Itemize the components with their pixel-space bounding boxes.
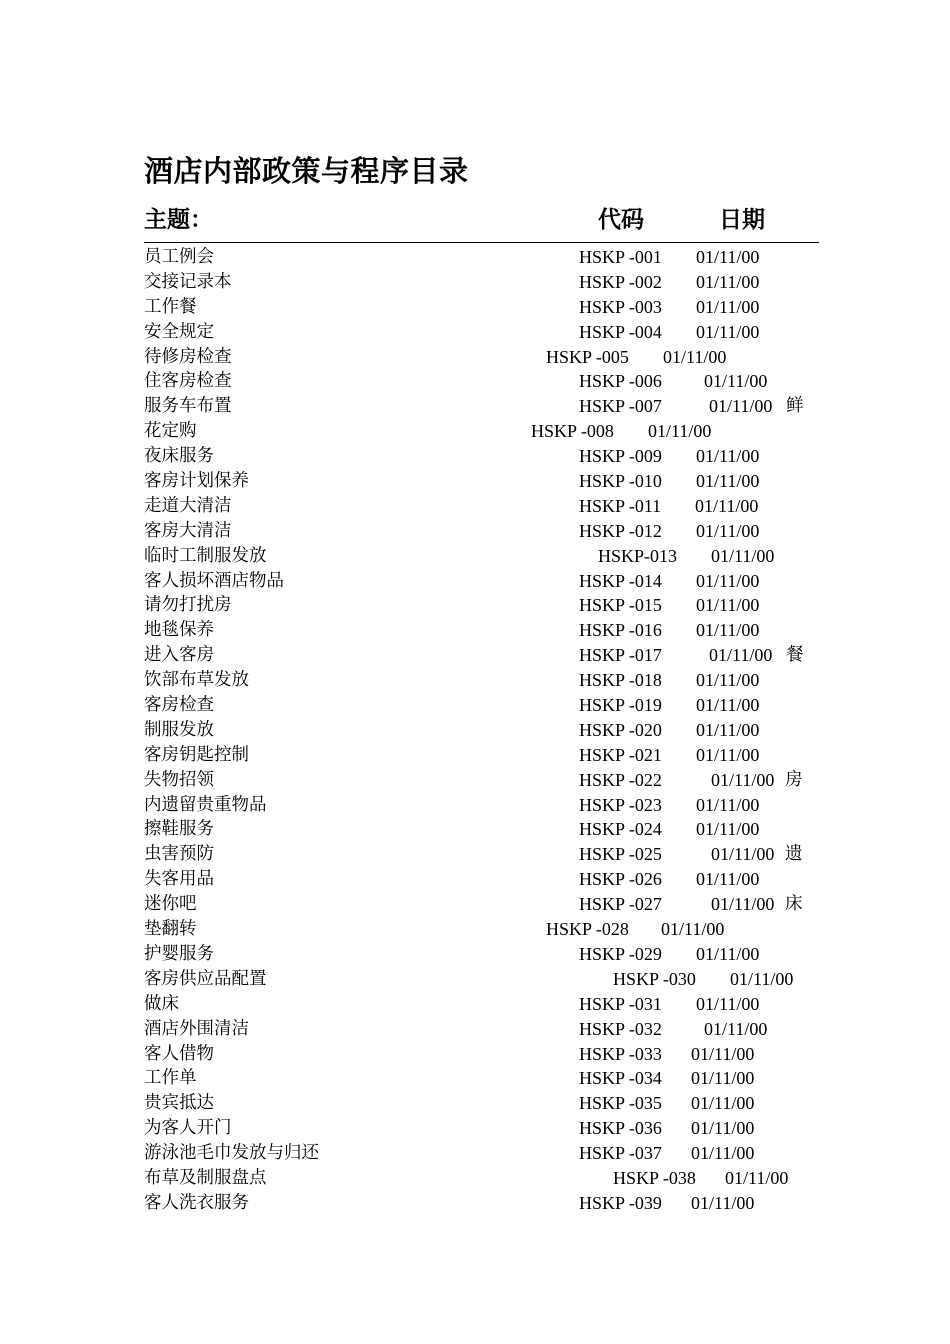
list-item — [0, 967, 950, 992]
item-subject: 内遗留贵重物品 — [144, 794, 267, 815]
list-item — [0, 842, 950, 867]
item-subject: 交接记录本 — [144, 271, 232, 292]
column-header-subject: 主题： — [144, 206, 213, 233]
item-code: HSKP -025 — [579, 844, 662, 865]
item-subject: 客房供应品配置 — [144, 968, 267, 989]
list-item — [0, 593, 950, 618]
list-item — [0, 992, 950, 1017]
item-date: 01/11/00 — [695, 495, 759, 516]
item-code: HSKP -018 — [579, 670, 662, 691]
item-code: HSKP -032 — [579, 1018, 662, 1039]
list-item — [0, 942, 950, 967]
list-item — [0, 270, 950, 295]
item-date: 01/11/00 — [696, 570, 760, 591]
index-list — [0, 245, 950, 1216]
item-code: HSKP -024 — [579, 819, 662, 840]
item-date: 01/11/00 — [696, 520, 760, 541]
page-title: 酒店内部政策与程序目录 — [144, 154, 469, 188]
item-date: 01/11/00 — [725, 1167, 789, 1188]
item-code: HSKP -010 — [579, 471, 662, 492]
item-subject: 安全规定 — [144, 321, 214, 342]
item-date: 01/11/00 — [691, 1093, 755, 1114]
item-subject: 客人损坏酒店物品 — [144, 570, 284, 591]
list-item — [0, 245, 950, 270]
item-code: HSKP -022 — [579, 769, 662, 790]
item-code: HSKP -009 — [579, 446, 662, 467]
item-subject: 客房检查 — [144, 695, 214, 716]
item-date: 01/11/00 — [691, 1192, 755, 1213]
item-date: 01/11/00 — [696, 595, 760, 616]
item-subject: 客房钥匙控制 — [144, 744, 249, 765]
list-item — [0, 643, 950, 668]
item-subject: 做床 — [144, 993, 179, 1014]
list-item — [0, 718, 950, 743]
item-code: HSKP -006 — [579, 371, 662, 392]
list-item — [0, 469, 950, 494]
item-code: HSKP -037 — [579, 1143, 662, 1164]
item-subject: 客人洗衣服务 — [144, 1192, 249, 1213]
item-code: HSKP -035 — [579, 1093, 662, 1114]
item-code: HSKP -002 — [579, 271, 662, 292]
item-subject: 为客人开门 — [144, 1118, 232, 1139]
item-code: HSKP -020 — [579, 719, 662, 740]
item-overflow-char: 鲜 — [786, 396, 804, 417]
item-date: 01/11/00 — [696, 247, 760, 267]
item-date: 01/11/00 — [704, 1018, 768, 1039]
list-item — [0, 1066, 950, 1091]
item-date: 01/11/00 — [696, 620, 760, 641]
item-date: 01/11/00 — [696, 869, 760, 890]
list-item — [0, 419, 950, 444]
list-item — [0, 693, 950, 718]
list-item — [0, 1017, 950, 1042]
list-item — [0, 519, 950, 544]
item-code: HSKP -015 — [579, 595, 662, 616]
item-subject: 迷你吧 — [144, 894, 197, 915]
item-subject: 护婴服务 — [144, 943, 214, 964]
list-item — [0, 668, 950, 693]
list-item — [0, 743, 950, 768]
item-date: 01/11/00 — [696, 794, 760, 815]
list-item — [0, 817, 950, 842]
item-code: HSKP -039 — [579, 1192, 662, 1213]
item-code: HSKP -017 — [579, 645, 662, 666]
list-item — [0, 444, 950, 469]
item-code: HSKP-013 — [598, 545, 678, 566]
item-date: 01/11/00 — [648, 421, 712, 442]
item-date: 01/11/00 — [704, 371, 768, 392]
item-date: 01/11/00 — [696, 695, 760, 716]
item-subject: 饮部布草发放 — [144, 670, 249, 691]
item-date: 01/11/00 — [709, 396, 773, 417]
list-item — [0, 618, 950, 643]
item-date: 01/11/00 — [711, 894, 775, 915]
item-subject: 客房计划保养 — [144, 471, 249, 492]
item-date: 01/11/00 — [691, 1068, 755, 1089]
item-code: HSKP -008 — [531, 421, 614, 442]
item-date: 01/11/00 — [696, 943, 760, 964]
list-item — [0, 793, 950, 818]
list-item — [0, 1091, 950, 1116]
item-subject: 客人借物 — [144, 1043, 214, 1064]
item-date: 01/11/00 — [696, 271, 760, 292]
item-code: HSKP -003 — [579, 296, 662, 317]
item-subject: 夜床服务 — [144, 446, 214, 467]
item-subject: 游泳池毛巾发放与归还 — [144, 1143, 319, 1164]
item-subject: 虫害预防 — [144, 844, 214, 865]
item-code: HSKP -027 — [579, 894, 662, 915]
item-date: 01/11/00 — [709, 645, 773, 666]
item-subject: 服务车布置 — [144, 396, 232, 417]
item-code: HSKP -031 — [579, 993, 662, 1014]
item-subject: 工作餐 — [144, 296, 197, 317]
list-item — [0, 867, 950, 892]
item-subject: 制服发放 — [144, 719, 214, 740]
item-code: HSKP -001 — [579, 247, 662, 267]
item-subject: 失客用品 — [144, 869, 214, 890]
list-item — [0, 494, 950, 519]
item-date: 01/11/00 — [696, 321, 760, 342]
list-item — [0, 917, 950, 942]
item-code: HSKP -029 — [579, 943, 662, 964]
list-item — [0, 1141, 950, 1166]
item-date: 01/11/00 — [696, 471, 760, 492]
item-date: 01/11/00 — [696, 993, 760, 1014]
item-code: HSKP -011 — [579, 495, 662, 516]
item-code: HSKP -005 — [546, 346, 629, 367]
item-date: 01/11/00 — [696, 446, 760, 467]
item-overflow-char: 餐 — [786, 645, 804, 666]
item-subject: 工作单 — [144, 1068, 197, 1089]
item-subject: 员工例会 — [144, 247, 214, 267]
item-code: HSKP -033 — [579, 1043, 662, 1064]
item-subject: 垫翻转 — [144, 919, 197, 940]
item-code: HSKP -019 — [579, 695, 662, 716]
list-item — [0, 1166, 950, 1191]
item-date: 01/11/00 — [696, 819, 760, 840]
item-date: 01/11/00 — [711, 844, 775, 865]
list-item — [0, 1042, 950, 1067]
item-date: 01/11/00 — [696, 296, 760, 317]
list-item — [0, 295, 950, 320]
item-code: HSKP -038 — [613, 1167, 696, 1188]
item-code: HSKP -034 — [579, 1068, 662, 1089]
item-code: HSKP -012 — [579, 520, 662, 541]
item-subject: 进入客房 — [144, 645, 214, 666]
list-item — [0, 768, 950, 793]
item-date: 01/11/00 — [691, 1043, 755, 1064]
item-date: 01/11/00 — [661, 919, 725, 940]
item-subject: 住客房检查 — [144, 371, 232, 392]
column-header-date: 日期 — [719, 206, 765, 233]
item-date: 01/11/00 — [711, 545, 775, 566]
list-item — [0, 345, 950, 370]
item-subject: 待修房检查 — [144, 346, 232, 367]
item-subject: 布草及制服盘点 — [144, 1167, 267, 1188]
item-subject: 失物招领 — [144, 769, 214, 790]
item-overflow-char: 床 — [785, 894, 803, 915]
item-subject: 地毯保养 — [144, 620, 214, 641]
item-overflow-char: 遗 — [785, 844, 803, 865]
item-subject: 走道大清洁 — [144, 495, 232, 516]
item-code: HSKP -021 — [579, 744, 662, 765]
item-subject: 临时工制服发放 — [144, 545, 267, 566]
item-subject: 擦鞋服务 — [144, 819, 214, 840]
list-item — [0, 369, 950, 394]
item-date: 01/11/00 — [696, 744, 760, 765]
item-code: HSKP -030 — [613, 968, 696, 989]
item-subject: 客房大清洁 — [144, 520, 232, 541]
item-date: 01/11/00 — [711, 769, 775, 790]
item-date: 01/11/00 — [730, 968, 794, 989]
item-code: HSKP -023 — [579, 794, 662, 815]
item-code: HSKP -004 — [579, 321, 662, 342]
item-code: HSKP -016 — [579, 620, 662, 641]
list-item — [0, 320, 950, 345]
item-subject: 酒店外围清洁 — [144, 1018, 249, 1039]
item-code: HSKP -026 — [579, 869, 662, 890]
item-subject: 贵宾抵达 — [144, 1093, 214, 1114]
header-divider — [144, 242, 819, 243]
list-item — [0, 1116, 950, 1141]
list-item — [0, 892, 950, 917]
column-header-code: 代码 — [598, 206, 644, 233]
item-overflow-char: 房 — [785, 769, 803, 790]
item-date: 01/11/00 — [696, 719, 760, 740]
item-code: HSKP -007 — [579, 396, 662, 417]
list-item — [0, 394, 950, 419]
item-subject: 花定购 — [144, 421, 197, 442]
item-date: 01/11/00 — [663, 346, 727, 367]
list-item — [0, 1191, 950, 1216]
item-date: 01/11/00 — [696, 670, 760, 691]
list-item — [0, 569, 950, 594]
item-date: 01/11/00 — [691, 1143, 755, 1164]
item-date: 01/11/00 — [691, 1118, 755, 1139]
item-code: HSKP -036 — [579, 1118, 662, 1139]
item-code: HSKP -028 — [546, 919, 629, 940]
item-code: HSKP -014 — [579, 570, 662, 591]
list-item — [0, 544, 950, 569]
item-subject: 请勿打扰房 — [144, 595, 232, 616]
